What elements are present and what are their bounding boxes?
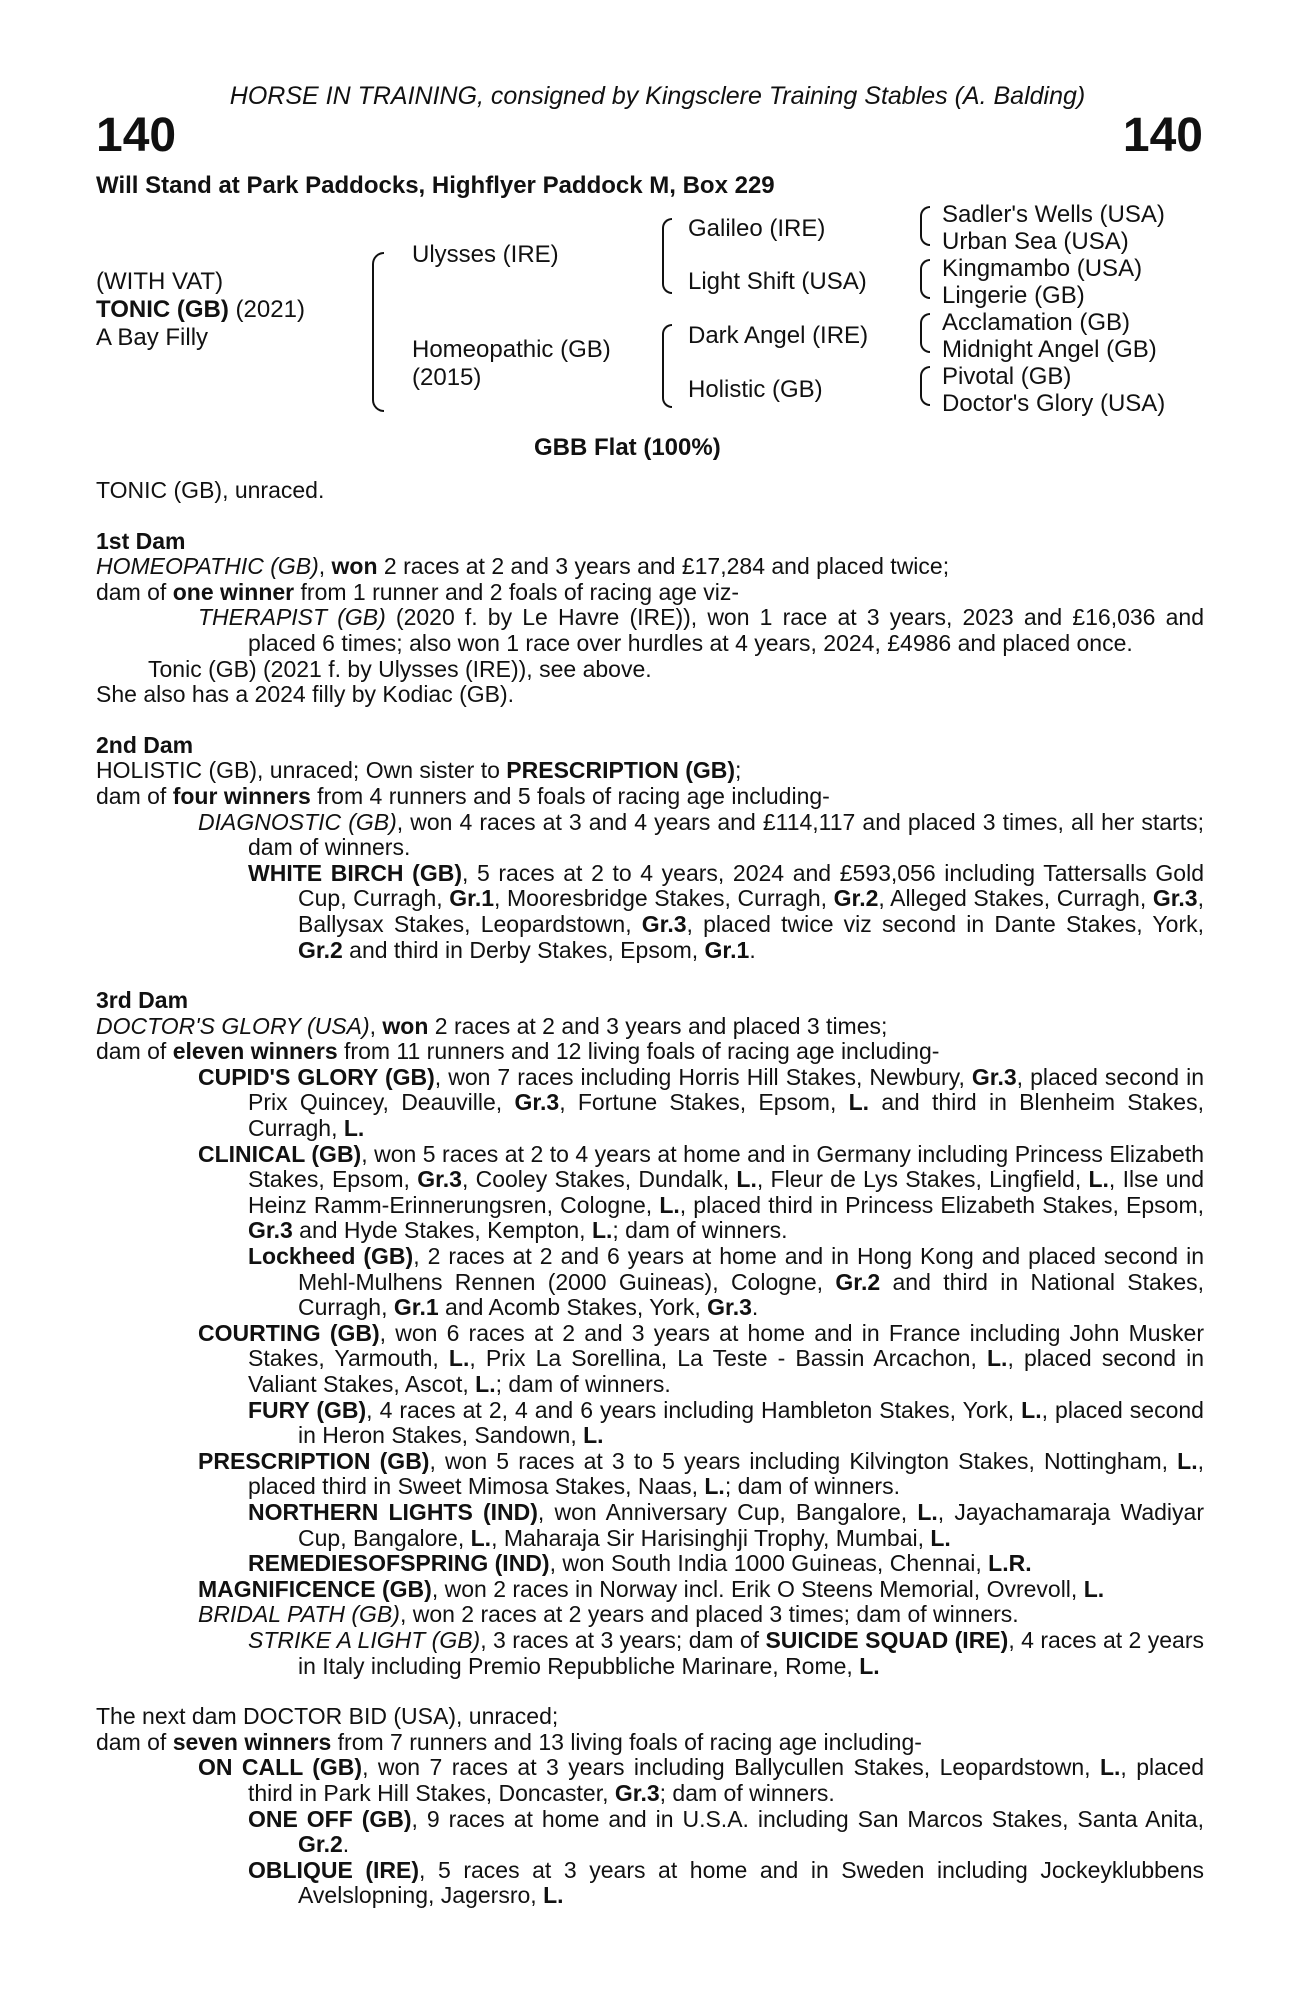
third-dam-record: DOCTOR'S GLORY (USA), won 2 races at 2 and 3 years and placed 3 times; xyxy=(96,1012,888,1039)
eligibility: GBB Flat (100%) xyxy=(534,434,721,461)
bracket-dd xyxy=(920,366,930,406)
second-dam-record: HOLISTIC (GB), unraced; Own sister to PRESCRIPTION (GB); xyxy=(96,757,742,784)
horse-year: (2021) xyxy=(228,296,305,323)
runner-courting: COURTING (GB), won 6 races at 2 and 3 years at home and in France including John Musker Stakes, Yarmouth, L., Prix La Sorellina, La Teste - Bassin Arcachon, L., placed second in Valiant Stakes, Ascot, L.; dam of winners. xyxy=(198,1319,1205,1397)
dam-year: (2015) xyxy=(412,364,482,391)
bracket-gen1 xyxy=(372,252,384,412)
dam-dam-dam: Doctor's Glory (USA) xyxy=(942,390,1166,417)
dam: Homeopathic (GB) xyxy=(412,336,611,363)
next-dam-record: The next dam DOCTOR BID (USA), unraced; xyxy=(96,1703,559,1730)
runner-cupids-glory: CUPID'S GLORY (GB), won 7 races including Horris Hill Stakes, Newbury, Gr.3, placed second in Prix Quincey, Deauville, Gr.3, Fortune Stakes, Epsom, L. and third in Blenheim Stakes, Curragh, L. xyxy=(198,1063,1205,1142)
third-dam-produce: dam of eleven winners from 11 runners and 12 living foals of racing age including- xyxy=(96,1038,940,1065)
bracket-ds xyxy=(920,313,930,353)
runner-remediesofspring: REMEDIESOFSPRING (IND), won South India 1000 Guineas, Chennai, L.R. xyxy=(248,1550,1032,1577)
second-dam-produce: dam of four winners from 4 runners and 5 foals of racing age including- xyxy=(96,782,830,809)
runner-prescription: PRESCRIPTION (GB), won 5 races at 3 to 5 years including Kilvington Stakes, Nottingham, L., placed third in Sweet Mimosa Stakes, Naas, L.; dam of winners. xyxy=(198,1447,1204,1500)
sire-sire: Galileo (IRE) xyxy=(688,215,826,242)
sire-dam: Light Shift (USA) xyxy=(688,268,867,295)
runner-on-call: ON CALL (GB), won 7 races at 3 years including Ballycullen Stakes, Leopardstown, L., placed third in Park Hill Stakes, Doncaster, Gr.3; dam of winners. xyxy=(198,1754,1204,1806)
horse-name-line xyxy=(96,296,305,323)
intro-line: TONIC (GB), unraced. xyxy=(96,477,325,503)
dam-dam-sire: Pivotal (GB) xyxy=(942,363,1072,390)
runner-white-birch: WHITE BIRCH (GB), 5 races at 2 to 4 years, 2024 and £593,056 including Tattersalls Gold Cup, Curragh, Gr.1, Mooresbridge Stakes, Curragh, Gr.2, Alleged Stakes, Curragh, Gr.3, Ballysax Stakes, Leopardstown, Gr.3, placed twice viz second in Dante Stakes, York, Gr.2 and third in Derby Stakes, Epsom, Gr.1. xyxy=(248,859,1204,963)
bracket-sd xyxy=(920,259,930,299)
sire: Ulysses (IRE) xyxy=(412,241,559,268)
bracket-sire xyxy=(662,218,672,294)
runner-bridal-path: BRIDAL PATH (GB), won 2 races at 2 years and placed 3 times; dam of winners. xyxy=(198,1601,1019,1628)
runner-magnificence: MAGNIFICENCE (GB), won 2 races in Norway incl. Erik O Steens Memorial, Ovrevoll, L. xyxy=(198,1575,1105,1602)
runner-diagnostic: DIAGNOSTIC (GB), won 4 races at 3 and 4 years and £114,117 and placed 3 times, all her starts; dam of winners. xyxy=(198,808,1204,861)
first-dam-record: HOMEOPATHIC (GB), won 2 races at 2 and 3 years and £17,284 and placed twice; xyxy=(96,553,950,580)
stand-location: Will Stand at Park Paddocks, Highflyer Paddock M, Box 229 xyxy=(96,172,775,199)
first-dam-heading: 1st Dam xyxy=(96,527,186,554)
dam-sire-dam: Midnight Angel (GB) xyxy=(942,336,1157,363)
runner-therapist: THERAPIST (GB) (2020 f. by Le Havre (IRE)), won 1 race at 3 years, 2023 and £16,036 and placed 6 times; also won 1 race over hurdles at 4 years, 2024, £4986 and placed once. xyxy=(198,604,1204,656)
vat-note: (WITH VAT) xyxy=(96,268,224,295)
runner-tonic: Tonic (GB) (2021 f. by Ulysses (IRE)), see above. xyxy=(148,655,652,682)
horse-name: TONIC (GB) xyxy=(96,296,229,323)
first-dam-note: She also has a 2024 filly by Kodiac (GB). xyxy=(96,681,515,708)
third-dam-heading: 3rd Dam xyxy=(96,987,189,1014)
runner-oblique: OBLIQUE (IRE), 5 races at 3 years at home and in Sweden including Jockeyklubbens Avelslopning, Jagersro, L. xyxy=(248,1856,1204,1909)
consignor-line: HORSE IN TRAINING, consigned by Kingsclere Training Stables (A. Balding) xyxy=(229,82,1086,110)
runner-fury: FURY (GB), 4 races at 2, 4 and 6 years including Hambleton Stakes, York, L., placed second in Heron Stakes, Sandown, L. xyxy=(248,1396,1204,1449)
runner-strike-a-light: STRIKE A LIGHT (GB), 3 races at 3 years; dam of SUICIDE SQUAD (IRE), 4 races at 2 years in Italy including Premio Repubbliche Marinare, Rome, L. xyxy=(248,1626,1205,1679)
runner-northern-lights: NORTHERN LIGHTS (IND), won Anniversary Cup, Bangalore, L., Jayachamaraja Wadiyar Cup, Bangalore, L., Maharaja Sir Harisinghji Trophy, Mumbai, L. xyxy=(248,1498,1204,1551)
bracket-dam xyxy=(662,324,672,408)
dam-dam: Holistic (GB) xyxy=(688,376,823,403)
horse-description: A Bay Filly xyxy=(96,324,209,351)
runner-clinical: CLINICAL (GB), won 5 races at 2 to 4 years at home and in Germany including Princess Elizabeth Stakes, Epsom, Gr.3, Cooley Stakes, Dundalk, L., Fleur de Lys Stakes, Lingfield, L., Ilse und Heinz Ramm-Erinnerungsren, Cologne, L., placed third in Princess Elizabeth Stakes, Epsom, Gr.3 and Hyde Stakes, Kempton, L.; dam of winners. xyxy=(198,1140,1204,1244)
first-dam-produce: dam of one winner from 1 runner and 2 foals of racing age viz- xyxy=(96,578,740,605)
runner-lockheed: Lockheed (GB), 2 races at 2 and 6 years at home and in Hong Kong and placed second in Mehl-Mulhens Rennen (2000 Guineas), Cologne, Gr.2 and third in National Stakes, Curragh, Gr.1 and Acomb Stakes, York, Gr.3. xyxy=(248,1243,1204,1321)
lot-number-right: 140 xyxy=(1122,109,1203,162)
sire-dam-sire: Kingmambo (USA) xyxy=(942,255,1143,282)
sire-sire-sire: Sadler's Wells (USA) xyxy=(942,201,1165,228)
dam-sire-sire: Acclamation (GB) xyxy=(942,309,1131,336)
next-dam-produce: dam of seven winners from 7 runners and 13 living foals of racing age including- xyxy=(96,1728,922,1755)
runner-one-off: ONE OFF (GB), 9 races at home and in U.S.A. including San Marcos Stakes, Santa Anita, Gr.2. xyxy=(248,1805,1204,1858)
lot-number-left: 140 xyxy=(96,109,177,162)
dam-sire: Dark Angel (IRE) xyxy=(688,322,869,349)
bracket-ss xyxy=(920,206,930,246)
sire-sire-dam: Urban Sea (USA) xyxy=(942,228,1129,255)
pedigree-notes xyxy=(96,478,1204,1909)
sire-dam-dam: Lingerie (GB) xyxy=(942,282,1085,309)
second-dam-heading: 2nd Dam xyxy=(96,731,194,758)
